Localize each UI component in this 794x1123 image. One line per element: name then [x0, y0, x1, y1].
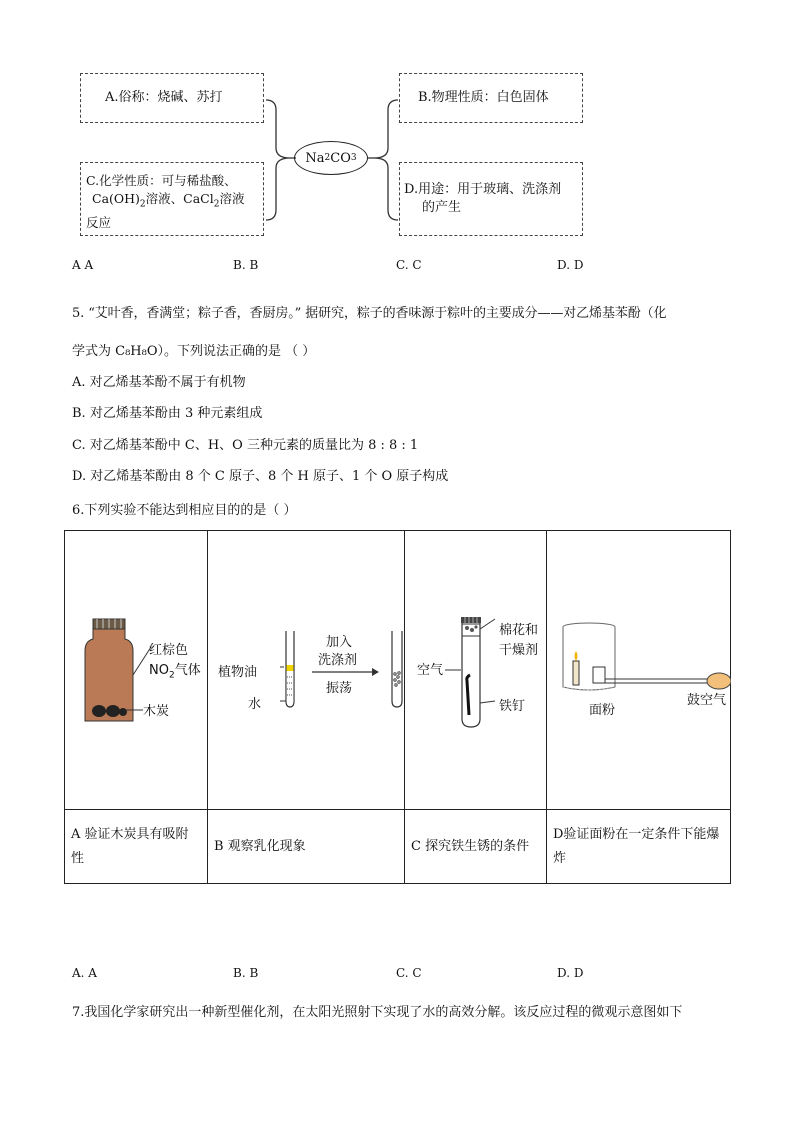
q5-choice-c[interactable]: C. 对乙烯基苯酚中 C、H、O 三种元素的质量比为 8 : 8 : 1	[72, 438, 419, 453]
figure-c-cell	[405, 531, 547, 810]
q4-option-c[interactable]: C. C	[396, 258, 422, 272]
label-shake: 振荡	[326, 681, 353, 696]
figure-d-cell	[547, 531, 731, 810]
box-d: D.用途：用于玻璃、洗涤剂 的产生	[399, 162, 583, 236]
label-cotton: 棉花和	[499, 623, 539, 638]
q6-option-b[interactable]: B. B	[233, 966, 259, 980]
box-c: C.化学性质：可与稀盐酸、 $Ca(OH)_2$溶液、CaCl$_2$溶液 反应	[80, 162, 264, 236]
label-add: 加入	[326, 635, 353, 650]
label-desiccant: 干燥剂	[499, 643, 539, 658]
q4-option-d[interactable]: D. D	[557, 258, 584, 272]
test-tube-icon	[260, 629, 320, 711]
figure-b-cell	[208, 531, 405, 810]
label-detergent: 洗涤剂	[318, 653, 358, 668]
q6-stem: 6.下列实验不能达到相应目的的是（ ）	[72, 503, 297, 518]
box-c-line2: $Ca(OH)_2$溶液、CaCl$_2$溶液	[92, 191, 245, 210]
figure-a-cell	[65, 531, 208, 810]
q6-option-c[interactable]: C. C	[396, 966, 422, 980]
pointer-line-icon	[445, 668, 461, 672]
right-brace-icon	[366, 98, 402, 224]
experiment-table	[64, 530, 731, 884]
label-blow-air: 鼓空气	[687, 693, 727, 708]
arrow-right-icon	[312, 667, 380, 677]
sealed-tube-icon	[457, 615, 497, 729]
label-iron-nail: 铁钉	[499, 699, 526, 714]
q5-choice-d[interactable]: D. 对乙烯基苯酚由 8 个 C 原子、8 个 H 原子、1 个 O 原子构成	[72, 469, 449, 484]
caption-d: D验证面粉在一定条件下能爆炸	[547, 810, 731, 884]
caption-b: B 观察乳化现象	[208, 810, 405, 884]
q5-stem-line2: 学式为 C₈H₈O）。下列说法正确的是 （ ）	[72, 344, 316, 359]
label-flour: 面粉	[589, 703, 616, 718]
left-brace-icon	[262, 98, 298, 224]
na2co3-oval: Na 2 CO 3	[294, 141, 368, 175]
caption-a: A 验证木炭具有吸附性	[65, 810, 208, 884]
q5-choice-b[interactable]: B. 对乙烯基苯酚由 3 种元素组成	[72, 406, 263, 421]
box-b: B.物理性质：白色固体	[399, 73, 583, 123]
label-charcoal: 木炭	[143, 704, 170, 719]
q6-option-a[interactable]: A. A	[72, 966, 97, 980]
label-water: 水	[248, 697, 262, 712]
q7-stem: 7.我国化学家研究出一种新型催化剂，在太阳光照射下实现了水的高效分解。该反应过程的微观示意图如下	[72, 1005, 683, 1020]
q5-stem-line1: 5. “艾叶香，香满堂；粽子香，香厨房。” 据研究，粽子的香味源于粽叶的主要成分——对乙烯基苯酚（化	[72, 306, 667, 321]
label-air: 空气	[417, 663, 444, 678]
q5-choice-a[interactable]: A. 对乙烯基苯酚不属于有机物	[72, 375, 246, 390]
caption-c: C 探究铁生锈的条件	[405, 810, 547, 884]
label-no2-gas: $NO_2$气体	[149, 663, 201, 681]
box-a: A.俗称：烧碱、苏打	[80, 73, 264, 123]
q4-option-b[interactable]: B. B	[233, 258, 259, 272]
label-veg-oil: 植物油	[218, 665, 258, 680]
q6-option-d[interactable]: D. D	[557, 966, 584, 980]
pointer-line-icon	[125, 707, 145, 713]
q4-option-a[interactable]: A A	[72, 258, 94, 272]
label-red-brown: 红棕色	[149, 643, 189, 658]
